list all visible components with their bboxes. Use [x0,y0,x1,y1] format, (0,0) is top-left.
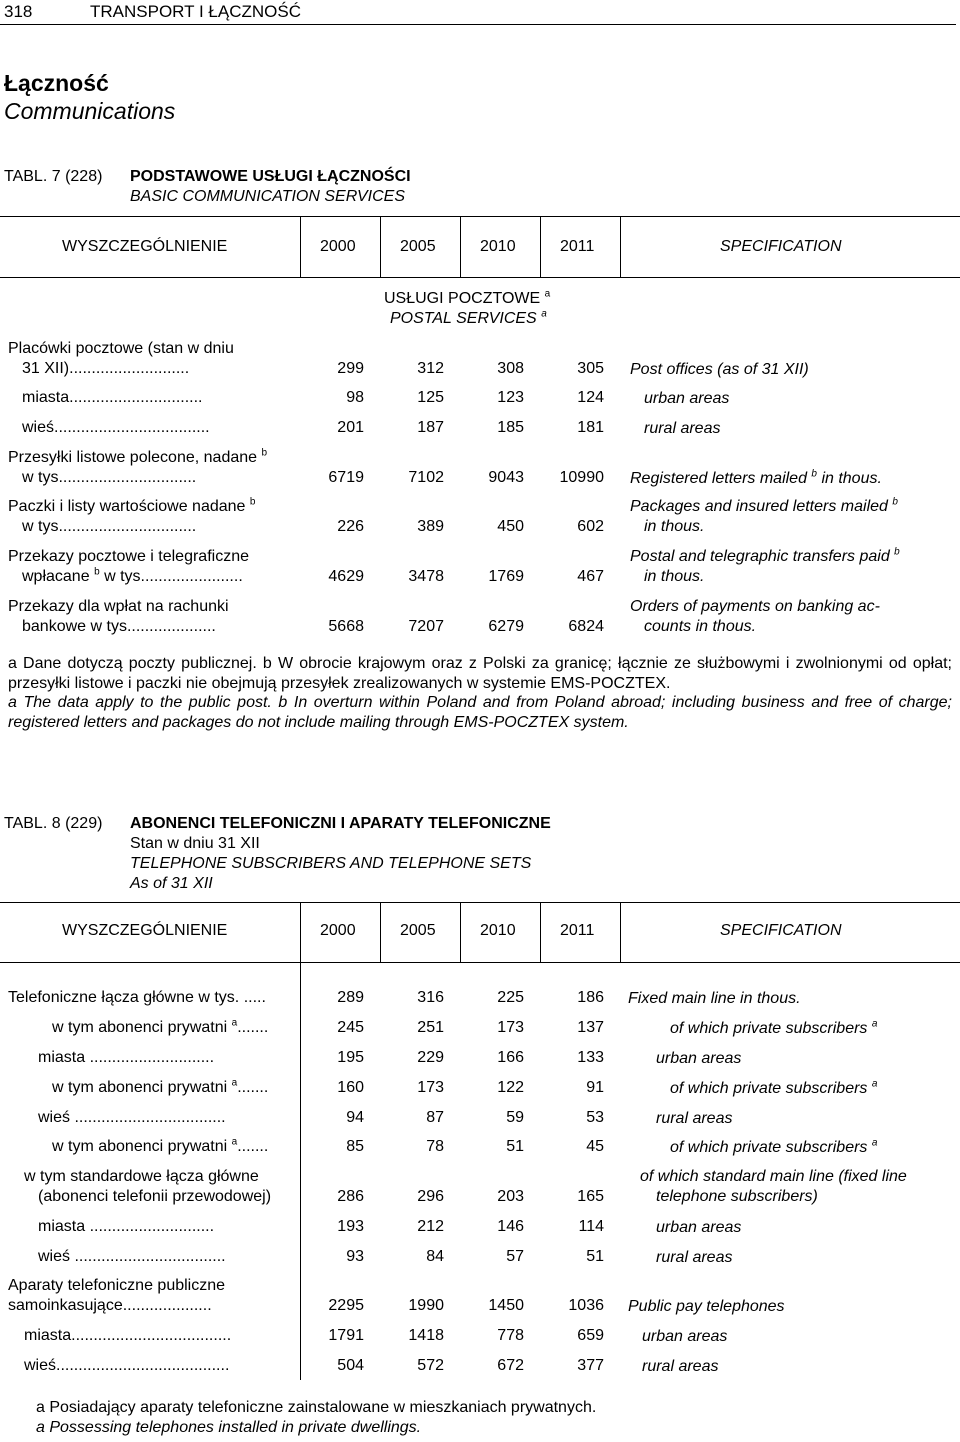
table8-date-pl: Stan w dniu 31 XII [130,835,260,852]
t8-row6-en1: of which standard main line (fixed line [640,1168,907,1185]
table8-note-pl: a Posiadający aparaty telefoniczne zainstalowane w mieszkaniach prywatnych. [36,1399,597,1416]
t7-row3-pl2: w tys............................... [22,469,197,486]
t8-row1-v0: 245 [337,1019,364,1036]
t8-row10-v3: 659 [577,1327,604,1344]
table7-col-rule [460,216,461,277]
t7-row6-en2: counts in thous. [644,618,757,635]
t7-row3-en: Registered letters mailed $^b$ in thous. [630,468,882,487]
table8-title-pl: ABONENCI TELEFONICZNI I APARATY TELEFONICZNE [130,815,551,832]
t8-row9-v1: 1990 [408,1297,444,1314]
t8-row8-v3: 51 [586,1248,604,1265]
t7-row2-v3: 181 [577,419,604,436]
t7-row0-v1: 312 [417,360,444,377]
t7-row5-v3: 467 [577,568,604,585]
t7-row0-en: Post offices (as of 31 XII) [630,361,809,378]
table7-col-rule [620,216,621,277]
table7-head-2010: 2010 [480,238,516,255]
t8-row7-pl: miasta ............................ [38,1218,215,1235]
t7-row5-pl1: Przekazy pocztowe i telegraficzne [8,548,249,565]
t8-row1-v1: 251 [417,1019,444,1036]
t7-row3-v0: 6719 [328,469,364,486]
table8-col-rule [460,902,461,962]
t8-row5-en: of which private subscribers $^a$ [670,1137,878,1156]
table8-col-rule [380,902,381,962]
t8-row7-v1: 212 [417,1218,444,1235]
t7-row6-v0: 5668 [328,618,364,635]
table8-note-en: a Possessing telephones installed in private dwellings. [36,1419,422,1436]
t7-row1-v0: 98 [346,389,364,406]
t7-row6-pl2: bankowe w tys.................... [22,618,216,635]
t8-row4-v2: 59 [506,1109,524,1126]
t7-row6-v2: 6279 [488,618,524,635]
t7-row5-en1: Postal and telegraphic transfers paid $^b$ [630,546,900,565]
t8-row6-pl1: w tym standardowe łącza główne [24,1168,259,1185]
table8-col-rule [620,902,621,962]
table7-title-pl: PODSTAWOWE USŁUGI ŁĄCZNOŚCI [130,168,411,185]
t8-row8-v1: 84 [426,1248,444,1265]
t8-row1-v2: 173 [497,1019,524,1036]
t8-row8-pl: wieś .................................. [38,1248,226,1265]
t8-row0-v2: 225 [497,989,524,1006]
t8-row7-en: urban areas [656,1219,742,1236]
t7-row6-v1: 7207 [408,618,444,635]
table7-subhead-pl: USŁUGI POCZTOWE $^a$ [384,288,551,307]
t8-row6-v0: 286 [337,1188,364,1205]
t8-row2-v0: 195 [337,1049,364,1066]
table8-head-rule [0,962,960,963]
t8-row2-pl: miasta ............................ [38,1049,215,1066]
t8-row6-v2: 203 [497,1188,524,1205]
t8-row0-v0: 289 [337,989,364,1006]
table7-top-rule [0,216,960,217]
t7-row2-v2: 185 [497,419,524,436]
t8-row3-v3: 91 [586,1079,604,1096]
t8-row5-v2: 51 [506,1138,524,1155]
t8-row7-v0: 193 [337,1218,364,1235]
t8-row1-pl: w tym abonenci prywatni $^a$....... [52,1017,269,1036]
t8-row1-v3: 137 [577,1019,604,1036]
section-title-pl: Łączność [4,70,109,96]
header-rule [0,24,956,25]
table7-notes-en: a The data apply to the public post. b In overturn within Poland and from Poland abroad; including business and free of charge; registered letters and packages do not include mailing through EMS-POCZTEX system. [8,694,952,731]
t8-row6-v3: 165 [577,1188,604,1205]
t8-row10-v1: 1418 [408,1327,444,1344]
t8-row4-v0: 94 [346,1109,364,1126]
t8-row4-v3: 53 [586,1109,604,1126]
t8-row10-pl: miasta.................................... [24,1327,232,1344]
t8-row5-pl: w tym abonenci prywatni $^a$....... [52,1136,269,1155]
t7-row4-pl1: Paczki i listy wartościowe nadane $^b$ [8,496,256,515]
t8-row4-v1: 87 [426,1109,444,1126]
t7-row0-pl2: 31 XII)........................... [22,360,190,377]
t8-row3-v0: 160 [337,1079,364,1096]
t7-row3-v3: 10990 [559,469,604,486]
t8-row0-en: Fixed main line in thous. [628,990,801,1007]
t8-row6-pl2: (abonenci telefonii przewodowej) [38,1188,272,1205]
t7-row0-v0: 299 [337,360,364,377]
table8-head-2000: 2000 [320,922,356,939]
t8-row0-v3: 186 [577,989,604,1006]
t7-row1-v2: 123 [497,389,524,406]
t8-row0-v1: 316 [417,989,444,1006]
running-title: TRANSPORT I ŁĄCZNOŚĆ [90,2,301,21]
t7-row1-en: urban areas [644,390,730,407]
table7-notes-pl: a Dane dotyczą poczty publicznej. b W obrocie krajowym oraz z Polski za granicę; łącznie ze służbowymi i zwolnionymi od opłat; przesyłki listowe i paczki nie obejmują przesyłek zrealizowanych w systemie EMS-POCZTEX. [8,655,952,692]
t7-row0-v3: 305 [577,360,604,377]
t8-row11-v3: 377 [577,1357,604,1374]
page-number: 318 [4,2,33,21]
t7-row4-en2: in thous. [644,518,705,535]
t8-row2-en: urban areas [656,1050,742,1067]
t7-row6-en1: Orders of payments on banking ac- [630,598,880,615]
table7-subhead-en: POSTAL SERVICES $^a$ [390,308,547,327]
t7-row2-pl: wieś................................... [22,419,210,436]
t8-row3-v2: 122 [497,1079,524,1096]
t7-row4-pl2: w tys............................... [22,518,197,535]
t7-row5-v1: 3478 [408,568,444,585]
t8-row5-v0: 85 [346,1138,364,1155]
t7-row0-v2: 308 [497,360,524,377]
t7-row1-v1: 125 [417,389,444,406]
t7-row3-v1: 7102 [408,469,444,486]
t8-row2-v1: 229 [417,1049,444,1066]
t8-row9-v2: 1450 [488,1297,524,1314]
t8-row6-en2: telephone subscribers) [656,1188,818,1205]
table7-title-en: BASIC COMMUNICATION SERVICES [130,188,405,205]
t8-row11-v1: 572 [417,1357,444,1374]
t8-row7-v3: 114 [578,1218,604,1235]
t7-row4-v3: 602 [577,518,604,535]
table7-col-rule [540,216,541,277]
table7-col-rule [300,216,301,277]
t8-row10-v2: 778 [497,1327,524,1344]
t7-row4-v0: 226 [337,518,364,535]
t7-row3-v2: 9043 [488,469,524,486]
table8-date-en: As of 31 XII [130,875,213,892]
t8-row2-v3: 133 [577,1049,604,1066]
table7-col-rule [380,216,381,277]
t8-row4-en: rural areas [656,1110,733,1127]
t7-row5-v0: 4629 [328,568,364,585]
t8-row3-en: of which private subscribers $^a$ [670,1078,878,1097]
t8-row9-pl2: samoinkasujące.................... [8,1297,212,1314]
t8-row8-en: rural areas [656,1249,733,1266]
t7-row5-v2: 1769 [488,568,524,585]
t8-row8-v0: 93 [346,1248,364,1265]
table8-title-en: TELEPHONE SUBSCRIBERS AND TELEPHONE SETS [130,855,532,872]
t8-row10-v0: 1791 [328,1327,364,1344]
t8-row4-pl: wieś .................................. [38,1109,226,1126]
t8-row0-pl: Telefoniczne łącza główne w tys. ..... [8,989,266,1006]
t7-row1-pl: miasta.............................. [22,389,203,406]
table8-col-rule [300,902,301,962]
section-title-en: Communications [4,98,176,124]
t8-row9-en: Public pay telephones [628,1298,785,1315]
t7-row4-v2: 450 [497,518,524,535]
table8-head-pl: WYSZCZEGÓLNIENIE [62,922,228,939]
t8-row11-v2: 672 [497,1357,524,1374]
t7-row2-en: rural areas [644,420,721,437]
t8-row9-v3: 1036 [568,1297,604,1314]
t8-row5-v3: 45 [586,1138,604,1155]
table8-head-2005: 2005 [400,922,436,939]
table7-head-en: SPECIFICATION [720,238,842,255]
table8-col-rule [540,902,541,962]
table7-head-rule [0,277,960,278]
t7-row3-pl1: Przesyłki listowe polecone, nadane $^b$ [8,447,268,466]
t7-row6-v3: 6824 [568,618,604,635]
table8-head-2010: 2010 [480,922,516,939]
t7-row2-v0: 201 [337,419,364,436]
table7-head-2011: 2011 [560,238,595,255]
t8-row5-v1: 78 [426,1138,444,1155]
table7-head-pl: WYSZCZEGÓLNIENIE [62,238,228,255]
t8-row8-v2: 57 [506,1248,524,1265]
t7-row2-v1: 187 [417,419,444,436]
t8-row3-v1: 173 [417,1079,444,1096]
table8-head-en: SPECIFICATION [720,922,842,939]
t8-row2-v2: 166 [497,1049,524,1066]
t7-row5-en2: in thous. [644,568,705,585]
t7-row1-v3: 124 [577,389,604,406]
t8-row7-v2: 146 [497,1218,524,1235]
t8-row9-v0: 2295 [328,1297,364,1314]
t7-row4-en1: Packages and insured letters mailed $^b$ [630,496,898,515]
table7-head-2005: 2005 [400,238,436,255]
t8-row6-v1: 296 [417,1188,444,1205]
table8-label: TABL. 8 (229) [4,815,103,832]
t8-row11-en: rural areas [642,1358,719,1375]
t7-row5-pl2: wpłacane $^b$ w tys....................... [22,566,243,585]
table7-head-2000: 2000 [320,238,356,255]
table7-label: TABL. 7 (228) [4,168,103,185]
t7-row0-pl1: Placówki pocztowe (stan w dniu [8,340,234,357]
t7-row6-pl1: Przekazy dla wpłat na rachunki [8,598,229,615]
t7-row4-v1: 389 [417,518,444,535]
table8-top-rule [0,902,960,903]
t8-row11-pl: wieś....................................... [24,1357,230,1374]
t8-row10-en: urban areas [642,1328,728,1345]
t8-row11-v0: 504 [337,1357,364,1374]
table8-head-2011: 2011 [560,922,595,939]
t8-row9-pl1: Aparaty telefoniczne publiczne [8,1277,226,1294]
t8-row3-pl: w tym abonenci prywatni $^a$....... [52,1077,269,1096]
t8-row1-en: of which private subscribers $^a$ [670,1018,878,1037]
